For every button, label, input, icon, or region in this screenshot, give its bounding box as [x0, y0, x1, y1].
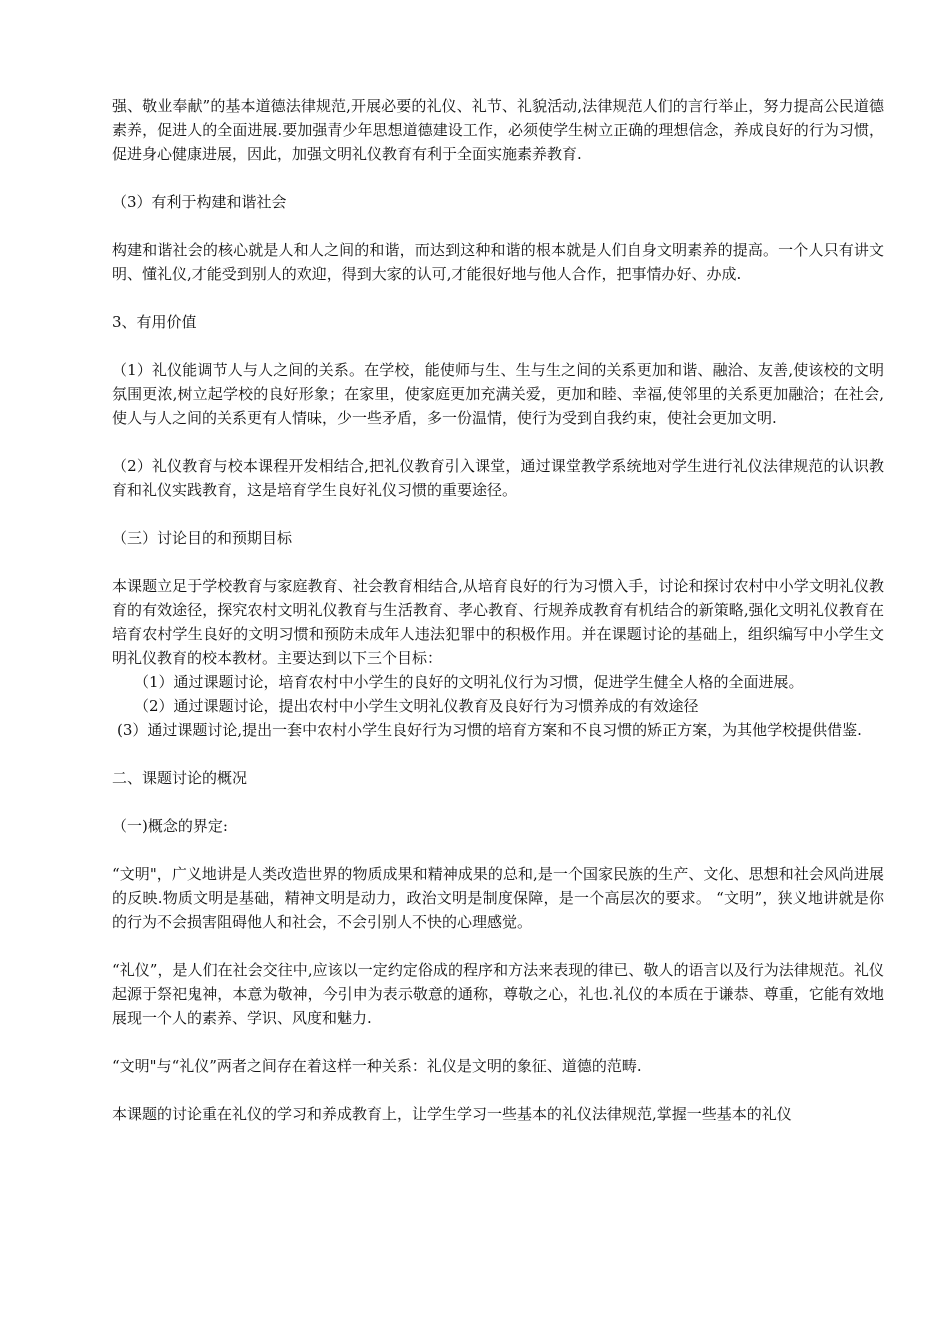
goal-item-2: （2）通过课题讨论，提出农村中小学生文明礼仪教育及良好行为习惯养成的有效途径	[134, 697, 699, 715]
heading-research-overview: 二、课题讨论的概况	[112, 769, 248, 787]
paragraph-research-focus: 本课题的讨论重在礼仪的学习和养成教育上，让学生学习一些基本的礼仪法律规范,掌握一些基本的礼仪	[112, 1105, 792, 1123]
paragraph-moral-standards: 强、敬业奉献”的基本道德法律规范,开展必要的礼仪、礼节、礼貌活动,法律规范人们的言行举止，努力提高公民道德素养，促进人的全面进展.要加强青少年思想道德建设工作，必须使学生树立正确的理想信念，养成良好的行为习惯，促进身心健康进展，因此，加强文明礼仪教育有利于全面实施素养教育.	[112, 97, 884, 163]
subheading-harmonious-society: （3）有利于构建和谐社会	[112, 193, 287, 211]
paragraph-etiquette-definition: “礼仪”，是人们在社会交往中,应该以一定约定俗成的程序和方法来表现的律已、敬人的语言以及行为法律规范。礼仪起源于祭祀鬼神，本意为敬神，今引申为表示敬意的通称，尊敬之心，礼也.礼仪的本质在于谦恭、尊重，它能有效地展现一个人的素养、学识、风度和魅力.	[112, 961, 884, 1027]
paragraph-harmonious-society: 构建和谐社会的核心就是人和人之间的和谐，而达到这种和谐的根本就是人们自身文明素养的提高。一个人只有讲文明、懂礼仪,才能受到别人的欢迎，得到大家的认可,才能很好地与他人合作，把事情办好、办成.	[112, 241, 884, 283]
paragraph-relationship: “文明"与“礼仪”两者之间存在着这样一种关系：礼仪是文明的象征、道德的范畴.	[112, 1057, 642, 1075]
paragraph-civilization-definition: “文明"，广义地讲是人类改造世界的物质成果和精神成果的总和,是一个国家民族的生产、文化、思想和社会风尚进展的反映.物质文明是基础，精神文明是动力，政治文明是制度保障，是一个高层次的要求。 “文明”，狭义地讲就是你的行为不会损害阻碍他人和社会，不会引别人不快的心理感觉。	[112, 865, 884, 931]
subheading-definitions: （一)概念的界定:	[112, 817, 228, 835]
goal-item-3: (3）通过课题讨论,提出一套中农村小学生良好行为习惯的培育方案和不良习惯的矫正方案，为其他学校提供借鉴.	[117, 721, 862, 739]
goal-item-1: （1）通过课题讨论，培育农村中小学生的良好的文明礼仪行为习惯，促进学生健全人格的全面进展。	[134, 673, 804, 691]
paragraph-research-intro: 本课题立足于学校教育与家庭教育、社会教育相结合,从培育良好的行为习惯入手，讨论和探讨农村中小学文明礼仪教育的有效途径，探究农村文明礼仪教育与生活教育、孝心教育、行规养成教育有机结合的新策略,强化文明礼仪教育在培育农村学生良好的文明习惯和预防未成年人违法犯罪中的积极作用。并在课题讨论的基础上，组织编写中小学生文明礼仪教育的校本教材。主要达到以下三个目标：	[112, 577, 884, 667]
heading-practical-value: 3、有用价值	[112, 313, 197, 331]
heading-research-goals: （三）讨论目的和预期目标	[112, 529, 293, 547]
paragraph-value-2: （2）礼仪教育与校本课程开发相结合,把礼仪教育引入课堂，通过课堂教学系统地对学生进行礼仪法律规范的认识教育和礼仪实践教育，这是培育学生良好礼仪习惯的重要途径。	[112, 457, 884, 499]
paragraph-value-1: （1）礼仪能调节人与人之间的关系。在学校，能使师与生、生与生之间的关系更加和谐、融洽、友善,使该校的文明氛围更浓,树立起学校的良好形象；在家里，使家庭更加充满关爱，更加和睦、幸福,使邻里的关系更加融洽；在社会,使人与人之间的关系更有人情味，少一些矛盾，多一份温情，使行为受到自我约束，使社会更加文明.	[112, 361, 884, 427]
document-page	[112, 94, 884, 1126]
